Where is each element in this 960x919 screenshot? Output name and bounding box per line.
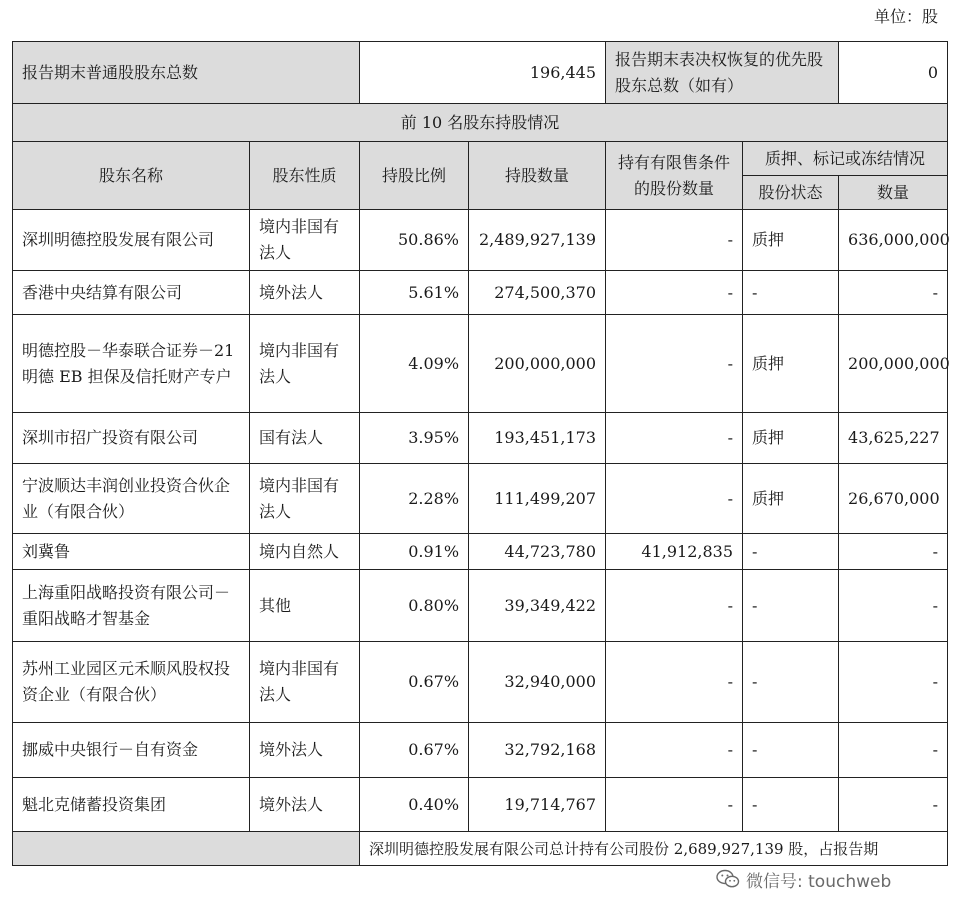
cell-pledge-status: - [743,570,839,642]
cell-pledge-amount: 26,670,000 [839,464,948,534]
cell-pledge-status: - [743,723,839,778]
cell-shareholder-name: 深圳明德控股发展有限公司 [13,210,250,271]
note-row [13,832,948,866]
header-status: 股份状态 [743,176,839,210]
cell-ratio: 0.91% [360,534,469,570]
table-row [13,642,948,723]
cell-shareholder-name: 挪威中央银行－自有资金 [13,723,250,778]
cell-pledge-status: - [743,271,839,315]
cell-nature: 其他 [250,570,360,642]
cell-restricted: - [606,642,743,723]
cell-shareholder-name: 深圳市招广投资有限公司 [13,413,250,464]
header-restricted: 持有有限售条件的股份数量 [606,142,743,210]
cell-pledge-status: 质押 [743,315,839,413]
table-row [13,534,948,570]
cell-ratio: 0.67% [360,642,469,723]
cell-pledge-amount: - [839,778,948,832]
cell-nature: 境内自然人 [250,534,360,570]
table-row [13,271,948,315]
cell-nature: 境外法人 [250,271,360,315]
shareholder-table [12,41,948,866]
cell-pledge-amount: - [839,271,948,315]
cell-pledge-status: - [743,642,839,723]
cell-quantity: 111,499,207 [469,464,606,534]
pref-holders-label: 报告期末表决权恢复的优先股股东总数（如有） [606,42,839,104]
table-row [13,570,948,642]
cell-restricted: - [606,570,743,642]
cell-restricted: - [606,413,743,464]
cell-ratio: 0.80% [360,570,469,642]
common-holders-value: 196,445 [360,42,606,104]
cell-pledge-status: - [743,534,839,570]
cell-restricted: - [606,778,743,832]
cell-restricted: - [606,271,743,315]
header-pledge-group: 质押、标记或冻结情况 [743,142,948,176]
cell-ratio: 0.67% [360,723,469,778]
cell-pledge-amount: - [839,570,948,642]
watermark [712,866,895,892]
cell-shareholder-name: 宁波顺达丰润创业投资合伙企业（有限合伙） [13,464,250,534]
cell-pledge-amount: - [839,642,948,723]
cell-pledge-amount: 200,000,000 [839,315,948,413]
cell-restricted: - [606,464,743,534]
header-row-1 [13,142,948,176]
cell-restricted: - [606,210,743,271]
cell-pledge-status: - [743,778,839,832]
cell-quantity: 200,000,000 [469,315,606,413]
header-ratio: 持股比例 [360,142,469,210]
watermark-text: 微信号: touchweb [746,871,892,892]
table-row [13,464,948,534]
summary-row [13,42,948,104]
cell-shareholder-name: 上海重阳战略投资有限公司－重阳战略才智基金 [13,570,250,642]
cell-shareholder-name: 苏州工业园区元禾顺风股权投资企业（有限合伙） [13,642,250,723]
unit-label: 单位：股 [873,7,938,26]
table-row [13,778,948,832]
table-row [13,315,948,413]
cell-shareholder-name: 魁北克储蓄投资集团 [13,778,250,832]
cell-ratio: 0.40% [360,778,469,832]
section-title-row [13,104,948,142]
table-row [13,210,948,271]
common-holders-label: 报告期末普通股股东总数 [13,42,360,104]
header-name: 股东名称 [13,142,250,210]
note-text: 深圳明德控股发展有限公司总计持有公司股份 2,689,927,139 股，占报告期 [360,832,948,866]
cell-shareholder-name: 香港中央结算有限公司 [13,271,250,315]
cell-quantity: 193,451,173 [469,413,606,464]
cell-quantity: 19,714,767 [469,778,606,832]
cell-nature: 境内非国有法人 [250,210,360,271]
table-row [13,723,948,778]
cell-quantity: 44,723,780 [469,534,606,570]
cell-nature: 境内非国有法人 [250,642,360,723]
cell-pledge-amount: 636,000,000 [839,210,948,271]
cell-pledge-status: 质押 [743,464,839,534]
cell-nature: 境内非国有法人 [250,464,360,534]
pref-holders-value: 0 [839,42,948,104]
cell-restricted: 41,912,835 [606,534,743,570]
cell-quantity: 39,349,422 [469,570,606,642]
cell-pledge-amount: - [839,723,948,778]
cell-pledge-amount: 43,625,227 [839,413,948,464]
cell-pledge-status: 质押 [743,210,839,271]
cell-nature: 境外法人 [250,723,360,778]
cell-shareholder-name: 刘冀鲁 [13,534,250,570]
cell-ratio: 5.61% [360,271,469,315]
header-nature: 股东性质 [250,142,360,210]
cell-restricted: - [606,315,743,413]
cell-ratio: 4.09% [360,315,469,413]
cell-quantity: 32,940,000 [469,642,606,723]
cell-ratio: 2.28% [360,464,469,534]
cell-quantity: 2,489,927,139 [469,210,606,271]
table-row [13,413,948,464]
section-title: 前 10 名股东持股情况 [13,104,948,142]
cell-quantity: 32,792,168 [469,723,606,778]
cell-nature: 境外法人 [250,778,360,832]
cell-pledge-status: 质押 [743,413,839,464]
cell-quantity: 274,500,370 [469,271,606,315]
cell-pledge-amount: - [839,534,948,570]
header-qty: 持股数量 [469,142,606,210]
note-label-cell [13,832,360,866]
cell-shareholder-name: 明德控股－华泰联合证券－21 明德 EB 担保及信托财产专户 [13,315,250,413]
header-amount: 数量 [839,176,948,210]
cell-nature: 国有法人 [250,413,360,464]
cell-ratio: 50.86% [360,210,469,271]
wechat-icon [716,869,740,889]
cell-restricted: - [606,723,743,778]
cell-ratio: 3.95% [360,413,469,464]
cell-nature: 境内非国有法人 [250,315,360,413]
